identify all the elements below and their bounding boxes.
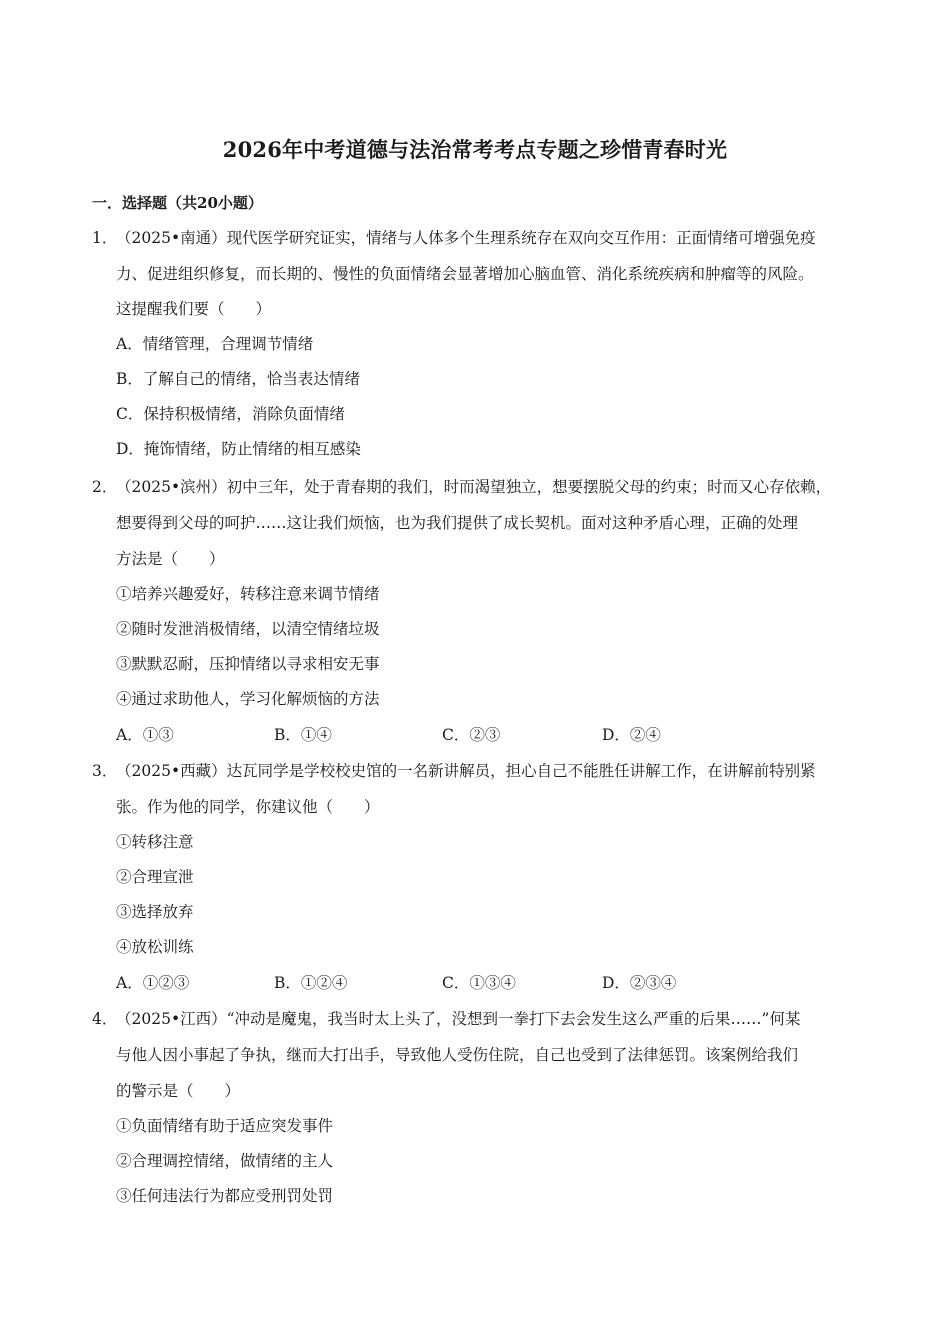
document-title: 2026年中考道德与法治常考考点专题之珍惜青春时光 — [222, 137, 728, 162]
question-stem-line: （2025•南通）现代医学研究证实，情绪与人体多个生理系统存在双向交互作用：正面情绪可增强免疫 — [116, 229, 816, 247]
statement-item: ④放松训练 — [116, 938, 194, 956]
answer-option: D．掩饰情绪，防止情绪的相互感染 — [116, 440, 361, 458]
question-stem-line: 力、促进组织修复，而长期的、慢性的负面情绪会显著增加心脑血管、消化系统疾病和肿瘤等的风险。 — [116, 265, 814, 283]
question-number: 2． — [92, 478, 118, 496]
answer-option: C．保持积极情绪，消除负面情绪 — [116, 405, 345, 423]
question-stem-line: （2025•西藏）达瓦同学是学校校史馆的一名新讲解员，担心自己不能胜任讲解工作，在讲解前特别紧 — [116, 762, 816, 780]
question-stem-line: 这提醒我们要（ ） — [116, 300, 272, 318]
answer-choice: A．①②③ — [116, 974, 190, 992]
question-stem-line: 与他人因小事起了争执，继而大打出手，导致他人受伤住院，自己也受到了法律惩罚。该案例给我们 — [116, 1046, 799, 1064]
question-stem-line: 张。作为他的同学，你建议他（ ） — [116, 798, 380, 816]
statement-item: ①负面情绪有助于适应突发事件 — [116, 1117, 334, 1135]
answer-choice: D．②③④ — [602, 974, 677, 992]
answer-choice: D．②④ — [602, 726, 661, 744]
question-stem-line: 的警示是（ ） — [116, 1082, 241, 1100]
statement-item: ②合理调控情绪，做情绪的主人 — [116, 1152, 334, 1170]
answer-option: B．了解自己的情绪，恰当表达情绪 — [116, 370, 360, 388]
answer-option: A．情绪管理，合理调节情绪 — [116, 335, 314, 353]
answer-choice: A．①③ — [116, 726, 174, 744]
question-number: 3． — [92, 762, 118, 780]
question-stem-line: 方法是（ ） — [116, 550, 225, 568]
statement-item: ②随时发泄消极情绪，以清空情绪垃圾 — [116, 620, 380, 638]
answer-choice: C．②③ — [442, 726, 501, 744]
question-stem-line: （2025•江西）“冲动是魔鬼，我当时太上头了，没想到一拳打下去会发生这么严重的后果……”何某 — [116, 1010, 801, 1028]
question-stem-line: （2025•滨州）初中三年，处于青春期的我们，时而渴望独立，想要摆脱父母的约束；时而又心存依赖， — [116, 478, 832, 496]
question-stem-line: 想要得到父母的呵护……这让我们烦恼，也为我们提供了成长契机。面对这种矛盾心理，正确的处理 — [116, 514, 799, 532]
question-number: 1． — [92, 229, 118, 247]
statement-item: ③选择放弃 — [116, 903, 194, 921]
statement-item: ④通过求助他人，学习化解烦恼的方法 — [116, 690, 380, 708]
statement-item: ③默默忍耐，压抑情绪以寻求相安无事 — [116, 655, 380, 673]
answer-choice: C．①③④ — [442, 974, 516, 992]
statement-item: ①培养兴趣爱好，转移注意来调节情绪 — [116, 585, 380, 603]
statement-item: ②合理宣泄 — [116, 868, 194, 886]
question-number: 4． — [92, 1010, 118, 1028]
statement-item: ③任何违法行为都应受刑罚处罚 — [116, 1187, 334, 1205]
answer-choice: B．①④ — [274, 726, 332, 744]
section-heading: 一．选择题（共20小题） — [92, 194, 263, 212]
statement-item: ①转移注意 — [116, 833, 194, 851]
answer-choice: B．①②④ — [274, 974, 348, 992]
